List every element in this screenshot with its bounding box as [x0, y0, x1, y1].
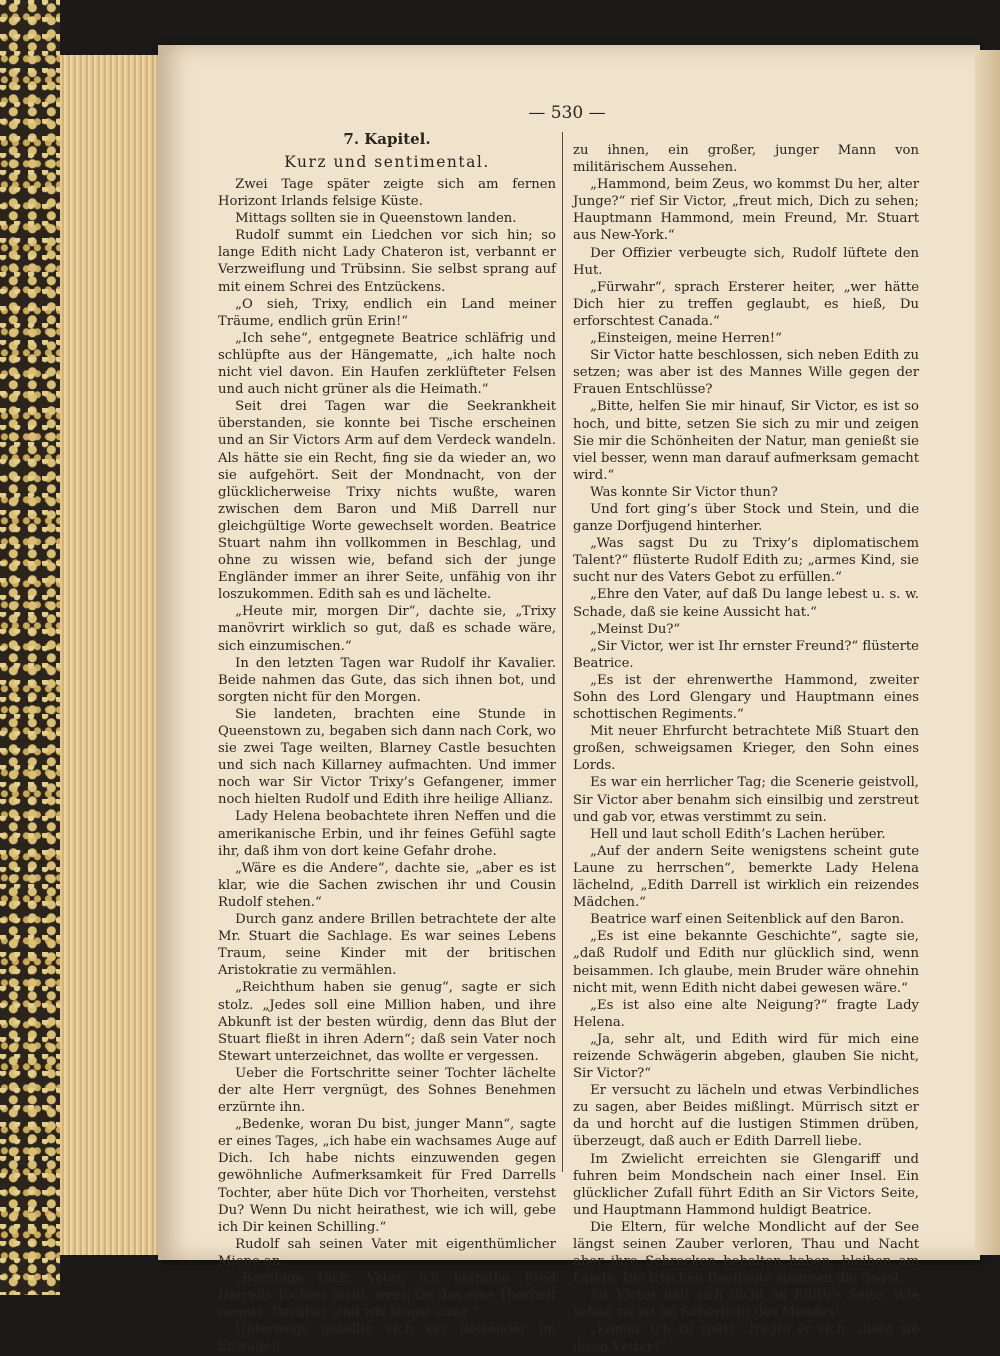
paragraph: Zwei Tage später zeigte sich am fernen Horizont Irlands felsige Küste. — [218, 177, 556, 210]
paragraph: In den letzten Tagen war Rudolf ihr Kavalier. Beide nahmen das Gute, das sich ihnen bot, und sorgten nicht für den Morgen. — [218, 655, 556, 705]
paragraph: „Sir Victor, wer ist Ihr ernster Freund?“ flüsterte Beatrice. — [573, 638, 919, 671]
paragraph: „Ich sehe“, entgegnete Beatrice schläfrig und schlüpfte aus der Hängematte, „ich halte noch nicht viel davon. Ein Haufen zerklüfteter Felsen und auch nicht grüner als die Heimath.“ — [218, 330, 556, 398]
paragraph: „Was sagst Du zu Trixy’s diplomatischem Talent?“ flüsterte Rudolf Edith zu; „armes Kind, sie sucht nur des Vaters Gebot zu erfüllen.“ — [573, 536, 919, 586]
paragraph: „Reichthum haben sie genug“, sagte er sich stolz. „Jedes soll eine Million haben, und ihre Abkunft ist der besten würdig, denn das Blut der Stuart fließt in ihren Adern“; daß sein Vater noch Stewart unterzeichnet, das wollte er vergessen. — [218, 980, 556, 1064]
right-column — [573, 142, 919, 1356]
paragraph: „Auf der andern Seite wenigstens scheint gute Laune zu herrschen“, bemerkte Lady Helena lächelnd, „Edith Darrell ist wirklich ein reizendes Mädchen.“ — [573, 843, 919, 911]
paragraph: „Beruhige Dich, Vater, ich heirathe Fred Darrells Tochter nicht, wenn Du das eine Thorheit nennst. Darüber sind wir längst einig.“ — [218, 1271, 556, 1321]
paragraph: „Einsteigen, meine Herren!“ — [590, 331, 782, 347]
paragraph: Seit drei Tagen war die Seekrankheit überstanden, sie konnte bei Tische erscheinen und an Sir Victors Arm auf dem Verdeck wandeln. Als hätte sie ein Recht, fing sie da wieder an, wo sie aufgehört. Seit der Mondnacht, von der glücklicherweise Trixy nichts wußte, waren zwischen dem Baron und Miß Darrell nur gleichgültige Worte gewechselt worden. Beatrice Stuart nahm ihn vollkommen in Beschlag, und ohne zu wissen wie, befand sich der junge Engländer immer an ihrer Seite, unfähig von ihr loszukommen. Edith sah es und lächelte. — [218, 399, 556, 603]
paragraph: „Es ist der ehrenwerthe Hammond, zweiter Sohn des Lord Glengary und Hauptmann eines schottischen Regiments.“ — [573, 672, 919, 723]
paragraph: Rudolf sah seinen Vater mit eigenthümlicher Miene an. — [218, 1236, 556, 1269]
left-column — [218, 128, 556, 1355]
paragraph: „Es ist also eine alte Neigung?“ fragte Lady Helena. — [573, 997, 919, 1030]
column-divider — [562, 132, 563, 1172]
paragraph: zu ihnen, ein großer, junger Mann von militärischem Aussehen. — [573, 143, 919, 176]
paragraph: Sir Victor hatte beschlossen, sich neben Edith zu setzen; was aber ist des Mannes Wille gegen der Frauen Entschlüsse? — [573, 348, 919, 398]
paragraph: Beatrice warf einen Seitenblick auf den Baron. — [590, 912, 905, 928]
paragraph: „Bedenke, woran Du bist, junger Mann“, sagte er eines Tages, „ich habe ein wachsames Auge auf Dich. Ich habe nichts einzuwenden gegen gewöhnliche Aufmerksamkeit für Fred Darrells Tochter, aber hüte Dich vor Thorheiten, verstehst Du? Wenn Du nicht heirathest, wie ich will, gebe ich Dir keinen Schilling.“ — [218, 1117, 556, 1235]
paragraph: „Fürwahr“, sprach Ersterer heiter, „wer hätte Dich hier zu treffen geglaubt, es hieß, Du erforschtest Canada.“ — [573, 279, 919, 329]
paragraph: Die Eltern, für welche Mondlicht auf der See längst seinen Zauber verloren, Thau und Nacht aber ihre Schrecken behalten haben, bleiben am Lande. Die irischen Bootleute spannen die Segel. — [573, 1219, 919, 1287]
paragraph: Unterwegs gesellte sich ein Reisender im Eilwagen — [218, 1322, 556, 1355]
paragraph: Hell und laut scholl Edith’s Lachen herüber. — [590, 826, 886, 842]
paragraph: Und fort ging’s über Stock und Stein, und die ganze Dorfjugend hinterher. — [573, 501, 919, 535]
paragraph: Der Offizier verbeugte sich, Rudolf lüftete den Hut. — [573, 245, 919, 278]
paragraph: „Bitte, helfen Sie mir hinauf, Sir Victor, es ist so hoch, und bitte, setzen Sie sich zu mir und zeigen Sie mir die Schönheiten der Natur, man genießt sie viel besser, wenn man darauf aufmerksam gemacht wird.“ — [573, 399, 919, 483]
page-edges — [60, 55, 165, 1255]
paragraph: Mit neuer Ehrfurcht betrachtete Miß Stuart den großen, schweigsamen Krieger, den Sohn eines Lords. — [573, 724, 919, 774]
paragraph: „Komm’ ich zu spät?“ fragte er sich, „liebt sie ihren Vetter?“ — [573, 1322, 919, 1355]
paragraph: Lady Helena beobachtete ihren Neffen und die amerikanische Erbin, und ihr feines Gefühl sagte ihr, daß ihm von dort keine Gefahr drohe. — [218, 809, 556, 859]
paragraph: Mittags sollten sie in Queenstown landen. — [235, 211, 517, 227]
paragraph: „Ja, sehr alt, und Edith wird für mich eine reizende Schwägerin abgeben, glauben Sie nicht, Sir Victor?“ — [573, 1031, 919, 1082]
paragraph: „Heute mir, morgen Dir“, dachte sie, „Trixy manövrirt wirklich so gut, daß es schade wäre, sich einzumischen.“ — [218, 604, 556, 654]
chapter-label: 7. Kapitel. — [343, 130, 431, 148]
paragraph: „Es ist eine bekannte Geschichte“, sagte sie, „daß Rudolf und Edith nur glücklich sind, wenn beisammen. Ich glaube, mein Bruder wäre ohnehin nicht mit, wenn Edith nicht dabei gewesen wäre.“ — [573, 929, 919, 996]
paragraph: „Meinst Du?“ — [590, 621, 681, 637]
paragraph: Im Zwielicht erreichten sie Glengariff und fuhren beim Mondschein nach einer Insel. Ein glücklicher Zufall führt Edith an Sir Victors Seite, und Hauptmann Hammond huldigt Beatrice. — [573, 1151, 919, 1218]
page-number: — 530 — — [528, 103, 606, 123]
paragraph: Rudolf summt ein Liedchen vor sich hin; so lange Edith nicht Lady Chateron ist, verbannt er Verzweiflung und Trübsinn. Sie selbst sprang auf mit einem Schrei des Entzückens. — [218, 228, 556, 295]
paragraph: Ueber die Fortschritte seiner Tochter lächelte der alte Herr vergnügt, des Sohnes Benehmen erzürnte ihn. — [218, 1065, 556, 1116]
paragraph: Was konnte Sir Victor thun? — [590, 484, 778, 500]
paragraph: „Wäre es die Andere“, dachte sie, „aber es ist klar, wie die Sachen zwischen ihr und Cousin Rudolf stehen.“ — [218, 860, 556, 910]
paragraph: Sie landeten, brachten eine Stunde in Queenstown zu, begaben sich dann nach Cork, wo sie zwei Tage weilten, Blarney Castle besuchten und sich nach Killarney aufmachten. Und immer noch war Sir Victor Trixy’s Gefangener, immer noch hielten Rudolf und Edith ihre heilige Allianz. — [218, 706, 556, 808]
paragraph: „Hammond, beim Zeus, wo kommst Du her, alter Junge?“ rief Sir Victor, „freut mich, Dich zu sehen; Hauptmann Hammond, mein Freund, Mr. Stuart aus New-York.“ — [573, 177, 919, 244]
paragraph: Durch ganz andere Brillen betrachtete der alte Mr. Stuart die Sachlage. Es war seines Lebens Traum, seine Kinder mit der britischen Aristokratie zu vermählen. — [218, 912, 556, 979]
book-binding — [0, 0, 60, 1295]
paragraph: Es war ein herrlicher Tag; die Scenerie geistvoll, Sir Victor aber benahm sich einsilbig und zerstreut und gab vor, etwas verstimmt zu sein. — [573, 775, 919, 825]
chapter-title: Kurz und sentimental. — [284, 153, 490, 171]
paragraph: Er versucht zu lächeln und etwas Verbindliches zu sagen, aber Beides mißlingt. Mürrisch sitzt er da und horcht auf die lustigen Stimmen drüben, überzeugt, daß auch er Edith Darrell liebe. — [573, 1083, 919, 1150]
paragraph: „Ehre den Vater, auf daß Du lange lebest u. s. w. Schade, daß sie keine Aussicht hat.“ — [573, 587, 919, 620]
paragraph: „O sieh, Trixy, endlich ein Land meiner Träume, endlich grün Erin!“ — [218, 296, 556, 329]
right-page-edge — [975, 50, 1000, 1255]
paragraph: Sir Victor hält sich dicht an Edith’s Seite. Wie schön sie ist im Silberlicht des Mondes! — [573, 1288, 919, 1321]
